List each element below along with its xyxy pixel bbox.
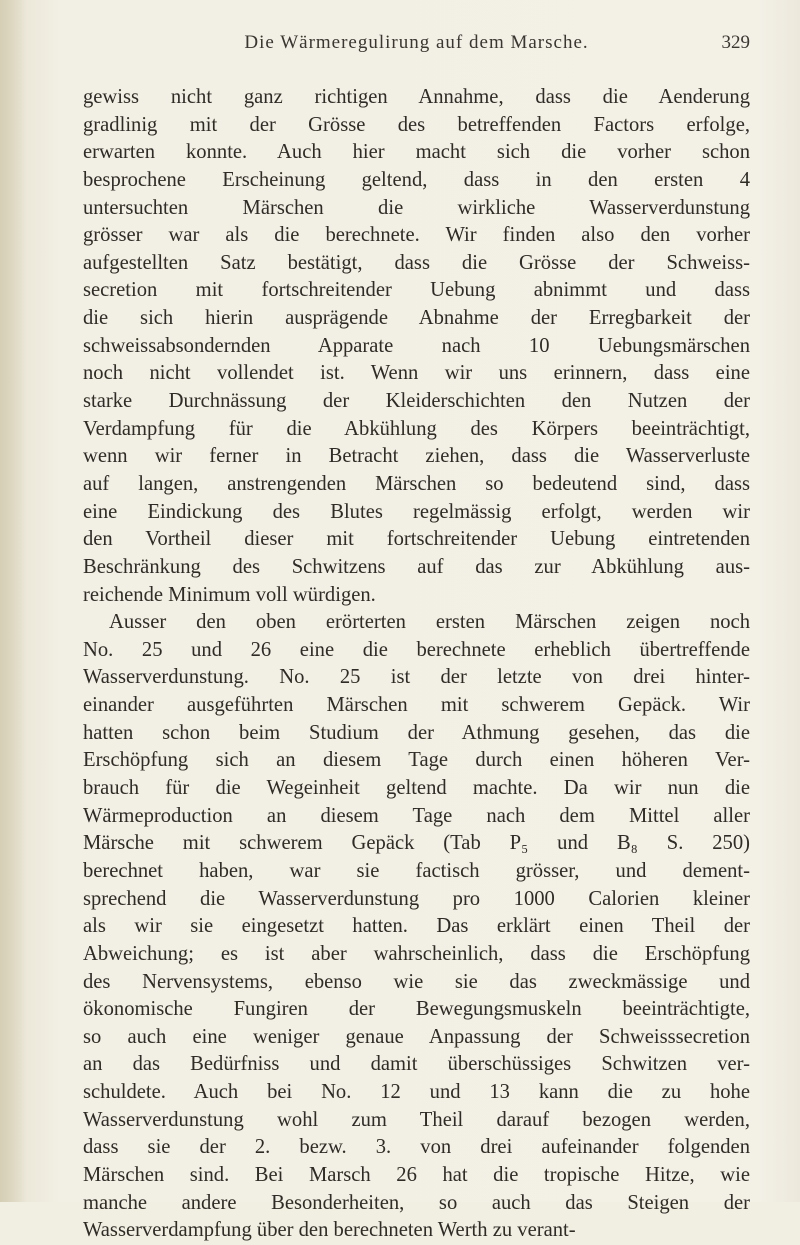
text-line: an das Bedürfniss und damit überschüssiges Schwitzen ver-: [83, 1053, 750, 1076]
text-line: auf langen, anstrengenden Märschen so bedeutend sind, dass: [83, 472, 750, 495]
text-line: reichende Minimum voll würdigen.: [83, 583, 376, 606]
text-line: Erschöpfung sich an diesem Tage durch einen höheren Ver-: [83, 749, 750, 772]
text-line: Wasserverdunstung wohl zum Theil darauf bezogen werden,: [83, 1108, 750, 1131]
text-line: berechnet haben, war sie factisch grösser, und dement-: [83, 859, 750, 882]
text-line: Abweichung; es ist aber wahrscheinlich, dass die Erschöpfung: [83, 942, 750, 965]
text-line: untersuchten Märschen die wirkliche Wasserverdunstung: [83, 196, 750, 219]
text-line: Märschen sind. Bei Marsch 26 hat die tropische Hitze, wie: [83, 1163, 750, 1186]
page-header: [83, 32, 750, 66]
text-line: gradlinig mit der Grösse des betreffenden Factors erfolge,: [83, 113, 750, 136]
text-line: Märsche mit schwerem Gepäck (Tab P₅ und B₈ S. 250): [83, 832, 750, 855]
text-line: noch nicht vollendet ist. Wenn wir uns erinnern, dass eine: [83, 362, 750, 385]
text-line: Beschränkung des Schwitzens auf das zur Abkühlung aus-: [83, 555, 750, 578]
text-line: schweissabsondernden Apparate nach 10 Uebungsmärschen: [83, 334, 750, 357]
text-line: manche andere Besonderheiten, so auch das Steigen der: [83, 1191, 750, 1214]
text-line: Ausser den oben erörterten ersten Märschen zeigen noch: [109, 611, 750, 634]
text-line: gewiss nicht ganz richtigen Annahme, dass die Aenderung: [83, 86, 750, 108]
text-line: den Vortheil dieser mit fortschreitender Uebung eintretenden: [83, 528, 750, 551]
text-line: als wir sie eingesetzt hatten. Das erklärt einen Theil der: [83, 915, 750, 938]
text-line: sprechend die Wasserverdunstung pro 1000 Calorien kleiner: [83, 887, 750, 910]
text-line: besprochene Erscheinung geltend, dass in den ersten 4: [83, 168, 750, 191]
text-line: Wasserverdampfung über den berechneten Werth zu verant-: [83, 1219, 576, 1242]
text-line: hatten schon beim Studium der Athmung gesehen, das die: [83, 721, 750, 744]
running-title: Die Wärmeregulirung auf dem Marsche.: [244, 32, 589, 53]
text-line: Verdampfung für die Abkühlung des Körpers beeinträchtigt,: [83, 417, 750, 440]
text-line: grösser war als die berechnete. Wir finden also den vorher: [83, 224, 750, 247]
text-line: starke Durchnässung der Kleiderschichten den Nutzen der: [83, 390, 750, 413]
page-gutter-shadow: [0, 0, 26, 1202]
text-line: brauch für die Wegeinheit geltend machte. Da wir nun die: [83, 777, 750, 800]
text-line: schuldete. Auch bei No. 12 und 13 kann die zu hohe: [83, 1081, 750, 1104]
text-line: Wasserverdunstung. No. 25 ist der letzte von drei hinter-: [83, 666, 750, 689]
text-line: dass sie der 2. bezw. 3. von drei aufeinander folgenden: [83, 1136, 750, 1159]
page-number: 329: [721, 32, 750, 53]
text-line: Wärmeproduction an diesem Tage nach dem Mittel aller: [83, 804, 750, 827]
body-text: [83, 84, 750, 1245]
text-line: secretion mit fortschreitender Uebung abnimmt und dass: [83, 279, 750, 302]
text-line: die sich hierin ausprägende Abnahme der Erregbarkeit der: [83, 307, 750, 330]
text-line: des Nervensystems, ebenso wie sie das zweckmässige und: [83, 970, 750, 993]
text-line: ökonomische Fungiren der Bewegungsmuskeln beeinträchtigte,: [83, 998, 750, 1021]
text-line: erwarten konnte. Auch hier macht sich die vorher schon: [83, 141, 750, 164]
text-line: wenn wir ferner in Betracht ziehen, dass die Wasserverluste: [83, 445, 750, 468]
text-line: so auch eine weniger genaue Anpassung der Schweisssecretion: [83, 1025, 750, 1048]
text-line: aufgestellten Satz bestätigt, dass die Grösse der Schweiss-: [83, 251, 750, 274]
text-line: No. 25 und 26 eine die berechnete erheblich übertreffende: [83, 638, 750, 661]
text-line: einander ausgeführten Märschen mit schwerem Gepäck. Wir: [83, 694, 750, 717]
text-line: eine Eindickung des Blutes regelmässig erfolgt, werden wir: [83, 500, 750, 523]
